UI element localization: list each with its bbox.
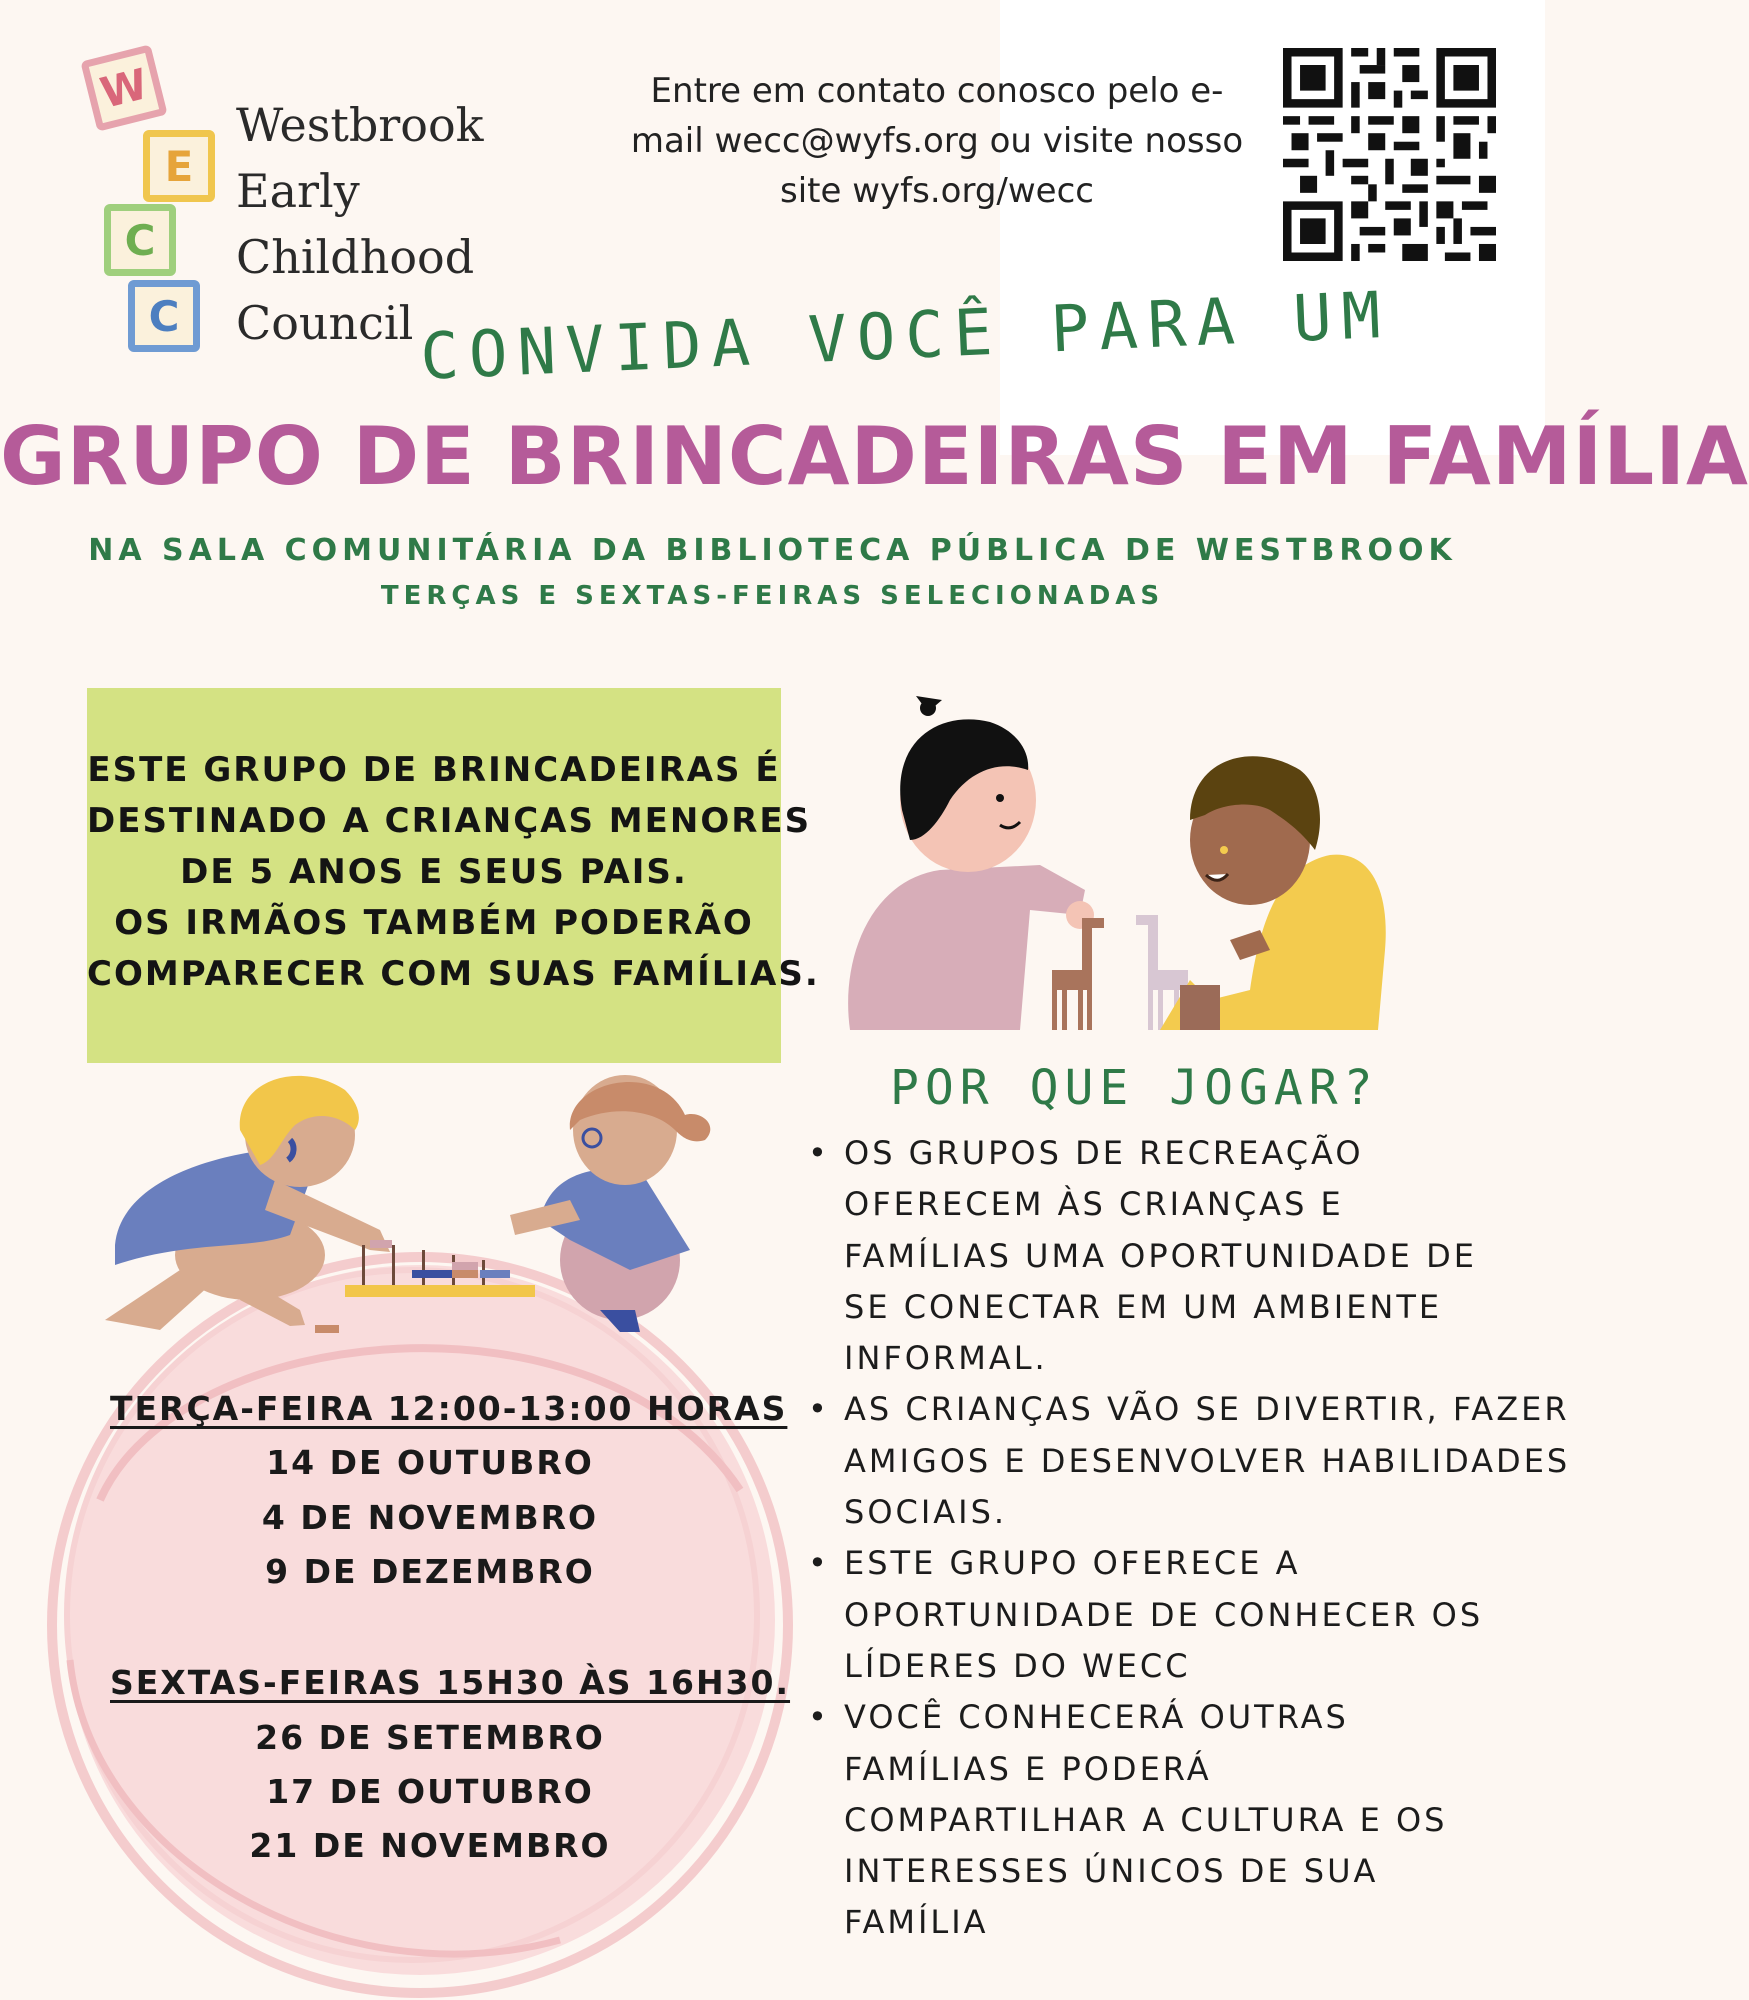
list-item-line: INFORMAL. bbox=[844, 1339, 1048, 1378]
org-name-line: Westbrook bbox=[236, 98, 484, 152]
days-subheading: TERÇAS E SEXTAS-FEIRAS SELECIONADAS bbox=[380, 581, 1165, 611]
logo-block-w: W bbox=[80, 44, 167, 131]
list-item-line: OPORTUNIDADE DE CONHECER OS bbox=[844, 1595, 1484, 1634]
list-item-line: FAMÍLIA bbox=[844, 1903, 989, 1942]
list-item-line: INTERESSES ÚNICOS DE SUA bbox=[844, 1852, 1379, 1891]
pink-scribble-circle bbox=[40, 1240, 800, 2000]
list-item bbox=[808, 1384, 1571, 1538]
contact-line: site wyfs.org/wecc bbox=[780, 171, 1094, 211]
friday-date: 21 DE NOVEMBRO bbox=[249, 1826, 611, 1865]
logo-block-c1: C bbox=[104, 204, 176, 276]
info-line: DESTINADO A CRIANÇAS MENORES bbox=[87, 801, 812, 841]
benefits-list bbox=[808, 1128, 1571, 1949]
children-playing-illustration bbox=[100, 1070, 740, 1340]
tuesday-heading: TERÇA-FEIRA 12:00-13:00 HORAS bbox=[110, 1389, 788, 1428]
list-item-line: FAMÍLIAS E PODERÁ bbox=[844, 1749, 1212, 1788]
tuesday-date: 4 DE NOVEMBRO bbox=[261, 1498, 599, 1537]
list-item-line: AMIGOS E DESENVOLVER HABILIDADES bbox=[844, 1441, 1571, 1480]
list-item-line: COMPARTILHAR A CULTURA E OS bbox=[844, 1800, 1448, 1839]
invite-text: CONVIDA VOCÊ PARA UM bbox=[418, 278, 1392, 395]
list-item-line: LÍDERES DO WECC bbox=[844, 1646, 1191, 1685]
list-item-line: OFERECEM ÀS CRIANÇAS E bbox=[844, 1185, 1344, 1224]
friday-date: 26 DE SETEMBRO bbox=[255, 1718, 605, 1757]
info-line: COMPARECER COM SUAS FAMÍLIAS. bbox=[87, 954, 820, 994]
list-item-line: SOCIAIS. bbox=[844, 1493, 1008, 1532]
info-line: OS IRMÃOS TAMBÉM PODERÃO bbox=[114, 903, 754, 943]
organization-name bbox=[236, 92, 484, 356]
list-item-line: FAMÍLIAS UMA OPORTUNIDADE DE bbox=[844, 1236, 1477, 1275]
why-play-heading: POR QUE JOGAR? bbox=[890, 1060, 1379, 1116]
org-name-line: Early bbox=[236, 164, 360, 218]
org-name-line: Childhood bbox=[236, 230, 475, 284]
info-box-text bbox=[87, 745, 820, 1000]
location-subheading: NA SALA COMUNITÁRIA DA BIBLIOTECA PÚBLICA DE WESTBROOK bbox=[88, 533, 1457, 568]
list-item bbox=[808, 1538, 1508, 1692]
page-title: GRUPO DE BRINCADEIRAS EM FAMÍLIA bbox=[0, 410, 1749, 503]
logo-block-c2: C bbox=[128, 280, 200, 352]
tuesday-date: 14 DE OUTUBRO bbox=[266, 1443, 594, 1482]
list-item-line: • OS GRUPOS DE RECREAÇÃO bbox=[844, 1134, 1364, 1172]
qr-code-icon[interactable] bbox=[1283, 48, 1496, 261]
info-line: DE 5 ANOS E SEUS PAIS. bbox=[180, 852, 688, 892]
list-item-line: • ESTE GRUPO OFERECE A bbox=[844, 1544, 1301, 1583]
list-item-line: SE CONECTAR EM UM AMBIENTE bbox=[844, 1287, 1443, 1326]
logo bbox=[70, 40, 230, 360]
info-line: ESTE GRUPO DE BRINCADEIRAS É bbox=[87, 750, 781, 790]
tuesday-date: 9 DE DEZEMBRO bbox=[265, 1552, 595, 1591]
contact-line: mail wecc@wyfs.org ou visite nosso bbox=[630, 121, 1244, 161]
list-item-line: • AS CRIANÇAS VÃO SE DIVERTIR, FAZER bbox=[844, 1390, 1570, 1429]
contact-line: Entre em contato conosco pelo e- bbox=[650, 71, 1224, 111]
list-item bbox=[808, 1128, 1508, 1384]
logo-block-e: E bbox=[143, 130, 215, 202]
list-item-line: • VOCÊ CONHECERÁ OUTRAS bbox=[844, 1698, 1349, 1737]
org-name-line: Council bbox=[236, 296, 414, 350]
list-item bbox=[808, 1692, 1508, 1948]
contact-info bbox=[612, 66, 1262, 216]
toddlers-with-toys-illustration bbox=[830, 690, 1410, 1030]
friday-heading: SEXTAS-FEIRAS 15H30 ÀS 16H30. bbox=[110, 1663, 791, 1702]
friday-date: 17 DE OUTUBRO bbox=[266, 1772, 594, 1811]
